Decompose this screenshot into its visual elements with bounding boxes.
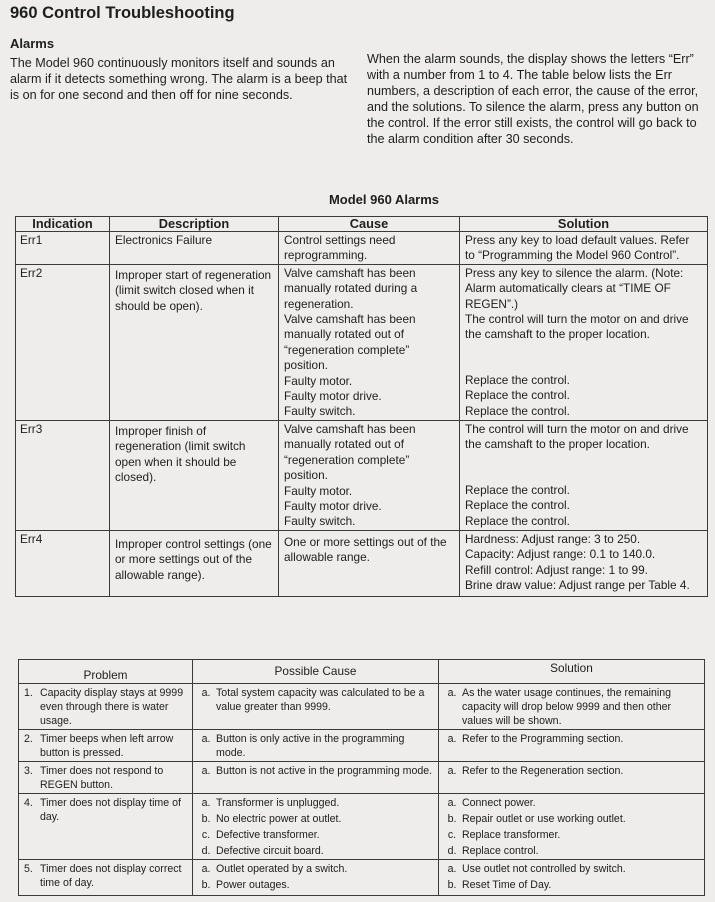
cause-text: Button is not active in the programming mode. bbox=[216, 765, 433, 777]
cause-text: Total system capacity was calculated to be a value greater than 9999. bbox=[216, 687, 425, 713]
solution-line: Refill control: Adjust range: 1 to 99. bbox=[465, 562, 648, 577]
cause-line: Valve camshaft has been manually rotated out of “regeneration complete” position. bbox=[284, 421, 416, 483]
problem-row-1 bbox=[19, 684, 705, 730]
solution-cell bbox=[460, 264, 708, 420]
alarm-row-err1 bbox=[16, 232, 708, 265]
header-cause: Cause bbox=[279, 217, 460, 232]
cause-cell bbox=[193, 762, 439, 794]
problem-row-3 bbox=[19, 762, 705, 794]
cause-text: No electric power at outlet. bbox=[216, 813, 342, 825]
cause-line: Valve camshaft has been manually rotated during a regeneration. bbox=[284, 265, 418, 311]
cause-letter: a. bbox=[201, 863, 211, 875]
cause-line: Faulty motor drive. bbox=[284, 389, 382, 404]
alarms-table-title: Model 960 Alarms bbox=[328, 192, 440, 207]
solution-text: Refer to the Regeneration section. bbox=[462, 765, 624, 777]
indication-cell: Err4 bbox=[16, 530, 110, 596]
cause-cell bbox=[193, 794, 439, 860]
solution-cell bbox=[439, 794, 705, 860]
cause-text: Transformer is unplugged. bbox=[216, 797, 340, 809]
header-problem: Problem bbox=[19, 660, 193, 684]
alarm-row-err4 bbox=[16, 530, 708, 596]
cause-letter: a. bbox=[201, 765, 211, 777]
solution-letter: a. bbox=[447, 687, 457, 699]
cause-letter: a. bbox=[201, 687, 211, 699]
description-line: Improper control settings (one or more settings out of the allowable range). bbox=[115, 536, 272, 582]
cause-cell bbox=[279, 232, 460, 265]
cause-text: Power outages. bbox=[216, 879, 290, 891]
cause-line: Valve camshaft has been manually rotated out of “regeneration complete” position. bbox=[284, 312, 416, 373]
cause-line: Faulty switch. bbox=[284, 514, 356, 529]
intro-paragraph-right: When the alarm sounds, the display shows the letters “Err” with a number from 1 to 4. The table below lists the Err numbers, a description of each error, the cause of the error, and the solutions. To silence the alarm, press any button on the control. If the error still exists, the control will go back to the alarm condition after 30 seconds. bbox=[367, 52, 699, 146]
problem-number: 2. bbox=[24, 733, 33, 745]
cause-text: Button is only active in the programming mode. bbox=[216, 733, 405, 759]
solution-text: Refer to the Programming section. bbox=[462, 733, 624, 745]
solution-line: Hardness: Adjust range: 3 to 250. bbox=[465, 531, 641, 546]
header-solution: Solution bbox=[439, 660, 705, 684]
solution-letter: b. bbox=[447, 879, 457, 891]
cause-cell bbox=[279, 530, 460, 596]
cause-text: Defective transformer. bbox=[216, 829, 320, 841]
problem-text: Timer does not display time of day. bbox=[40, 797, 181, 823]
solution-text: Reset Time of Day. bbox=[462, 879, 552, 891]
solution-cell bbox=[460, 232, 708, 265]
problem-number: 5. bbox=[24, 863, 33, 875]
cause-cell bbox=[279, 420, 460, 530]
problem-cell bbox=[19, 762, 193, 794]
solution-line: Replace the control. bbox=[465, 513, 570, 528]
cause-letter: a. bbox=[201, 797, 211, 809]
cause-line: Faulty motor. bbox=[284, 373, 353, 388]
problem-number: 3. bbox=[24, 765, 33, 777]
cause-line: Faulty motor drive. bbox=[284, 498, 382, 513]
solution-cell bbox=[439, 762, 705, 794]
indication-cell: Err3 bbox=[16, 420, 110, 530]
solution-text: As the water usage continues, the remaining capacity will drop below 9999 and then other values will be shown. bbox=[462, 687, 672, 727]
solution-cell bbox=[439, 730, 705, 762]
solution-text: Connect power. bbox=[462, 797, 536, 809]
description-cell bbox=[110, 264, 279, 420]
cause-letter: d. bbox=[201, 845, 211, 857]
cause-cell bbox=[279, 264, 460, 420]
problem-row-2 bbox=[19, 730, 705, 762]
solution-line: Brine draw value: Adjust range per Table 4. bbox=[465, 577, 690, 592]
cause-cell bbox=[193, 684, 439, 730]
problem-cell bbox=[19, 684, 193, 730]
solution-letter: c. bbox=[447, 829, 457, 841]
description-cell bbox=[110, 232, 279, 265]
problem-cell bbox=[19, 730, 193, 762]
intro-paragraph-left: The Model 960 continuously monitors itself and sounds an alarm if it detects something wrong. The alarm is a beep that is on for one second and then off for nine seconds. bbox=[10, 56, 348, 102]
description-cell bbox=[110, 530, 279, 596]
solution-text: Replace control. bbox=[462, 845, 539, 857]
problem-number: 1. bbox=[24, 687, 33, 699]
troubleshooting-table-header bbox=[19, 660, 705, 684]
indication-cell: Err1 bbox=[16, 232, 110, 265]
solution-text: Replace transformer. bbox=[462, 829, 561, 841]
solution-cell bbox=[460, 530, 708, 596]
cause-text: Outlet operated by a switch. bbox=[216, 863, 348, 875]
problem-text: Timer does not respond to REGEN button. bbox=[40, 765, 164, 791]
header-possible-cause: Possible Cause bbox=[193, 660, 439, 684]
solution-line: Replace the control. bbox=[465, 373, 570, 388]
alarms-table bbox=[15, 216, 708, 597]
indication-cell: Err2 bbox=[16, 264, 110, 420]
description-line: Improper finish of regeneration (limit switch open when it should be closed). bbox=[115, 423, 246, 485]
solution-line: Press any key to load default values. Refer to “Programming the Model 960 Control”. bbox=[465, 233, 690, 263]
description-line: Electronics Failure bbox=[115, 233, 213, 247]
solution-letter: d. bbox=[447, 845, 457, 857]
cause-letter: c. bbox=[201, 829, 211, 841]
solution-line: Capacity: Adjust range: 0.1 to 140.0. bbox=[465, 547, 656, 562]
description-line: Improper start of regeneration (limit switch closed when it should be open). bbox=[115, 267, 272, 313]
solution-letter: a. bbox=[447, 765, 457, 777]
cause-line: One or more settings out of the allowable range. bbox=[284, 534, 447, 565]
page-title: 960 Control Troubleshooting bbox=[10, 4, 235, 22]
alarm-row-err2 bbox=[16, 264, 708, 420]
cause-text: Defective circuit board. bbox=[216, 845, 324, 857]
cause-letter: b. bbox=[201, 813, 211, 825]
problem-text: Timer does not display correct time of day. bbox=[40, 863, 182, 889]
problem-cell bbox=[19, 860, 193, 896]
solution-line: Replace the control. bbox=[465, 482, 570, 497]
troubleshooting-table bbox=[18, 659, 705, 896]
problem-text: Capacity display stays at 9999 even through there is water usage. bbox=[40, 687, 184, 727]
solution-letter: a. bbox=[447, 797, 457, 809]
header-solution: Solution bbox=[460, 217, 708, 232]
problem-number: 4. bbox=[24, 797, 33, 809]
header-indication: Indication bbox=[16, 217, 110, 232]
cause-line: Faulty motor. bbox=[284, 483, 353, 498]
problem-text: Timer beeps when left arrow button is pressed. bbox=[40, 733, 174, 759]
solution-line: The control will turn the motor on and drive the camshaft to the proper location. bbox=[465, 421, 689, 452]
solution-text: Use outlet not controlled by switch. bbox=[462, 863, 626, 875]
cause-line: Faulty switch. bbox=[284, 404, 356, 419]
solution-letter: a. bbox=[447, 733, 457, 745]
section-heading: Alarms bbox=[10, 36, 55, 51]
solution-line: Replace the control. bbox=[465, 388, 570, 403]
cause-letter: a. bbox=[201, 733, 211, 745]
cause-cell bbox=[193, 860, 439, 896]
problem-row-4 bbox=[19, 794, 705, 860]
header-description: Description bbox=[110, 217, 279, 232]
solution-cell bbox=[439, 684, 705, 730]
alarms-table-header bbox=[16, 217, 708, 232]
problem-row-5 bbox=[19, 860, 705, 896]
solution-line: Replace the control. bbox=[465, 403, 570, 418]
alarm-row-err3 bbox=[16, 420, 708, 530]
solution-letter: b. bbox=[447, 813, 457, 825]
cause-cell bbox=[193, 730, 439, 762]
description-cell bbox=[110, 420, 279, 530]
solution-text: Repair outlet or use working outlet. bbox=[462, 813, 626, 825]
solution-letter: a. bbox=[447, 863, 457, 875]
solution-line: The control will turn the motor on and drive the camshaft to the proper location. bbox=[465, 312, 689, 342]
solution-line: Press any key to silence the alarm. (Note: Alarm automatically clears at “TIME OF REGEN”.) bbox=[465, 265, 684, 311]
solution-line: Replace the control. bbox=[465, 498, 570, 513]
problem-cell bbox=[19, 794, 193, 860]
solution-cell bbox=[460, 420, 708, 530]
solution-cell bbox=[439, 860, 705, 896]
cause-letter: b. bbox=[201, 879, 211, 891]
cause-line: Control settings need reprogramming. bbox=[284, 233, 396, 263]
